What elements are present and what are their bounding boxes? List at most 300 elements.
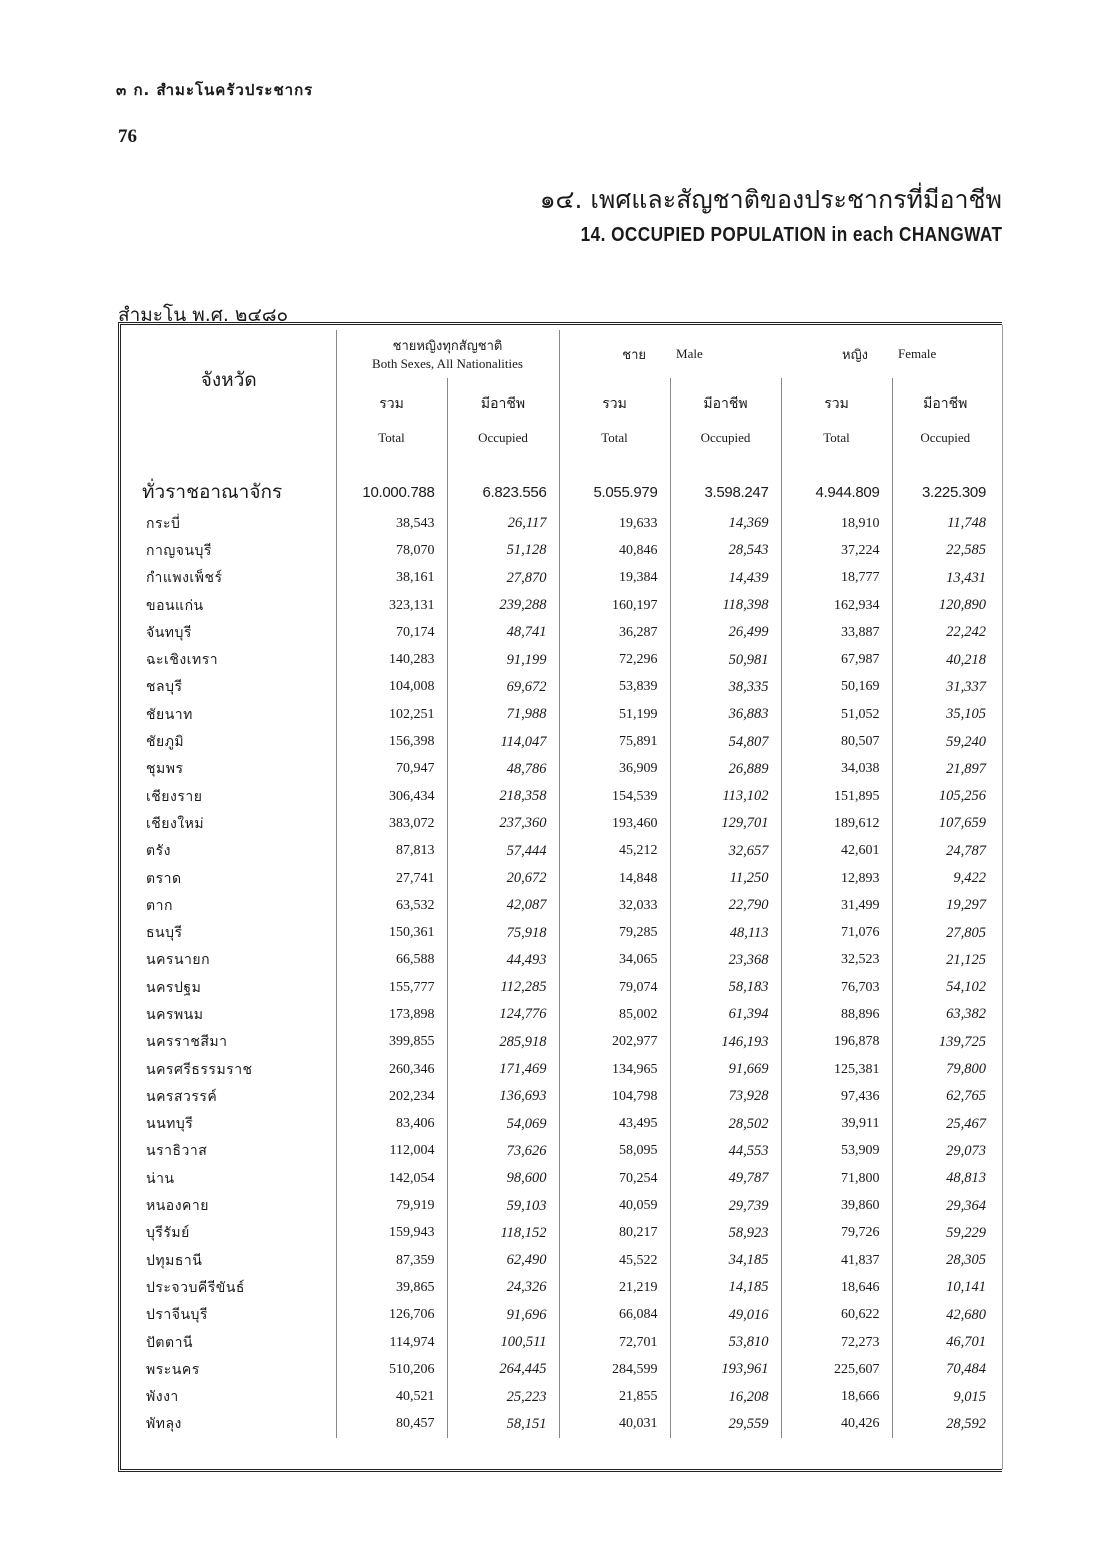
occupied-value-cell: 54,807 [670,728,781,755]
table-row [122,1329,998,1356]
occupied-value-cell: 54,102 [892,974,998,1001]
total-value-cell: 45,522 [559,1247,670,1274]
total-cell: 4.944.809 [781,474,892,510]
total-value-cell: 14,848 [559,865,670,892]
total-value-cell: 154,539 [559,783,670,810]
occupied-value-cell: 32,657 [670,838,781,865]
table-row [122,565,998,592]
total-value-cell: 21,855 [559,1384,670,1411]
occupied-value-cell: 27,870 [447,565,559,592]
province-name: ตราด [146,870,182,887]
total-value-cell: 19,633 [559,510,670,537]
table-row [122,1356,998,1383]
occupied-value-cell: 13,431 [892,565,998,592]
province-name: นราธิวาส [146,1143,208,1160]
occupied-value-cell: 59,103 [447,1192,559,1219]
occupied-value-cell: 69,672 [447,674,559,701]
total-value-cell: 87,813 [336,838,447,865]
total-value-cell: 41,837 [781,1247,892,1274]
occupied-value-cell: 264,445 [447,1356,559,1383]
occupied-value-cell: 24,326 [447,1274,559,1301]
total-value-cell: 80,507 [781,728,892,755]
occupied-value-cell: 54,069 [447,1111,559,1138]
occupied-value-cell: 29,073 [892,1138,998,1165]
occupied-value-cell: 44,493 [447,947,559,974]
occupied-value-cell: 71,988 [447,701,559,728]
total-value-cell: 162,934 [781,592,892,619]
occupied-value-cell: 58,923 [670,1220,781,1247]
total-value-cell: 383,072 [336,810,447,837]
total-value-cell: 156,398 [336,728,447,755]
total-cell: 5.055.979 [559,474,670,510]
province-name: หนองคาย [146,1198,209,1215]
table-row [122,810,998,837]
occupied-value-cell: 139,725 [892,1029,998,1056]
total-value-cell: 97,436 [781,1083,892,1110]
total-value-cell: 71,076 [781,919,892,946]
occupied-value-cell: 129,701 [670,810,781,837]
table-row [122,1302,998,1329]
total-value-cell: 399,855 [336,1029,447,1056]
occupied-value-cell: 29,364 [892,1192,998,1219]
group-header-female-thai: หญิง [842,347,869,363]
total-value-cell: 142,054 [336,1165,447,1192]
table-row [122,892,998,919]
occupied-value-cell: 70,484 [892,1356,998,1383]
occupied-value-cell: 171,469 [447,1056,559,1083]
total-value-cell: 126,706 [336,1302,447,1329]
occupied-value-cell: 25,467 [892,1111,998,1138]
group-header-male-english: Male [676,346,703,361]
occupied-value-cell: 59,240 [892,728,998,755]
total-value-cell: 40,059 [559,1192,670,1219]
province-name: บุรีรัมย์ [146,1225,190,1242]
province-name: กาญจนบุรี [146,542,212,559]
table-row [122,865,998,892]
province-name: นครสวรรค์ [146,1088,218,1105]
table-title-english: 14. OCCUPIED POPULATION in each CHANGWAT [580,224,1002,246]
total-value-cell: 75,891 [559,728,670,755]
occupied-value-cell: 29,559 [670,1411,781,1438]
occupied-value-cell: 48,786 [447,756,559,783]
total-value-cell: 196,878 [781,1029,892,1056]
table-row [122,537,998,564]
total-value-cell: 104,798 [559,1083,670,1110]
table-row [122,619,998,646]
occupied-value-cell: 34,185 [670,1247,781,1274]
table-row [122,1384,998,1411]
total-value-cell: 151,895 [781,783,892,810]
occupied-value-cell: 40,218 [892,646,998,673]
occupied-value-cell: 58,183 [670,974,781,1001]
occupied-value-cell: 120,890 [892,592,998,619]
total-value-cell: 38,161 [336,565,447,592]
total-cell: 3.225.309 [892,474,998,510]
table-row [122,1274,998,1301]
occupied-value-cell: 73,928 [670,1083,781,1110]
total-value-cell: 40,426 [781,1411,892,1438]
occupied-value-cell: 91,696 [447,1302,559,1329]
total-value-cell: 173,898 [336,1001,447,1028]
total-value-cell: 79,074 [559,974,670,1001]
occupied-value-cell: 36,883 [670,701,781,728]
total-value-cell: 51,052 [781,701,892,728]
occupied-value-cell: 51,128 [447,537,559,564]
occupied-value-cell: 91,199 [447,646,559,673]
total-value-cell: 39,865 [336,1274,447,1301]
occupied-value-cell: 31,337 [892,674,998,701]
total-value-cell: 18,777 [781,565,892,592]
occupied-value-cell: 44,553 [670,1138,781,1165]
province-name: นครปฐม [146,979,202,996]
subheader-occupied-english: Occupied [447,430,559,460]
total-value-cell: 79,285 [559,919,670,946]
subheader-occupied-english: Occupied [892,430,998,460]
province-name: ปัตตานี [146,1334,194,1351]
total-value-cell: 70,947 [336,756,447,783]
occupied-value-cell: 239,288 [447,592,559,619]
table-row [122,1247,998,1274]
subheader-total-english: Total [336,430,447,460]
province-name: นครราชสีมา [146,1034,228,1051]
total-value-cell: 193,460 [559,810,670,837]
occupied-value-cell: 26,117 [447,510,559,537]
total-value-cell: 53,909 [781,1138,892,1165]
occupied-value-cell: 14,185 [670,1274,781,1301]
total-value-cell: 306,434 [336,783,447,810]
subheader-total-thai: รวม [781,378,892,430]
occupied-value-cell: 42,087 [447,892,559,919]
total-value-cell: 189,612 [781,810,892,837]
subheader-total-english: Total [781,430,892,460]
total-value-cell: 53,839 [559,674,670,701]
province-name: ตรัง [146,843,171,860]
table-row [122,1029,998,1056]
group-header-both-thai: ชายหญิงทุกสัญชาติ [336,330,559,356]
occupied-value-cell: 124,776 [447,1001,559,1028]
total-value-cell: 21,219 [559,1274,670,1301]
occupied-value-cell: 49,016 [670,1302,781,1329]
occupied-value-cell: 22,242 [892,619,998,646]
occupied-value-cell: 22,790 [670,892,781,919]
total-value-cell: 323,131 [336,592,447,619]
province-column-header: จังหวัด [200,369,257,391]
table-row [122,974,998,1001]
total-value-cell: 70,254 [559,1165,670,1192]
table-row [122,1138,998,1165]
occupied-value-cell: 23,368 [670,947,781,974]
table-title-thai: ๑๔. เพศและสัญชาติของประชากรที่มีอาชีพ [539,185,1002,214]
total-value-cell: 202,234 [336,1083,447,1110]
province-name: ปทุมธานี [146,1252,203,1269]
occupied-value-cell: 27,805 [892,919,998,946]
occupied-value-cell: 146,193 [670,1029,781,1056]
total-value-cell: 34,038 [781,756,892,783]
occupied-value-cell: 98,600 [447,1165,559,1192]
occupied-value-cell: 42,680 [892,1302,998,1329]
total-value-cell: 38,543 [336,510,447,537]
occupied-value-cell: 21,125 [892,947,998,974]
occupied-value-cell: 28,305 [892,1247,998,1274]
province-name: นนทบุรี [146,1116,194,1133]
occupied-value-cell: 48,741 [447,619,559,646]
total-value-cell: 79,919 [336,1192,447,1219]
province-name: ฉะเชิงเทรา [146,652,219,669]
table-row [122,674,998,701]
occupied-value-cell: 11,748 [892,510,998,537]
table-row [122,728,998,755]
province-name: นครนายก [146,952,211,969]
province-name: น่าน [146,1170,175,1187]
total-value-cell: 134,965 [559,1056,670,1083]
occupied-value-cell: 100,511 [447,1329,559,1356]
table-row [122,783,998,810]
occupied-value-cell: 24,787 [892,838,998,865]
total-value-cell: 34,065 [559,947,670,974]
occupied-value-cell: 20,672 [447,865,559,892]
province-name: เชียงราย [146,788,203,805]
occupied-value-cell: 26,889 [670,756,781,783]
occupied-value-cell: 105,256 [892,783,998,810]
total-value-cell: 18,666 [781,1384,892,1411]
province-name: พัทลุง [146,1416,182,1433]
table-row [122,1056,998,1083]
total-value-cell: 88,896 [781,1001,892,1028]
occupied-value-cell: 59,229 [892,1220,998,1247]
occupied-value-cell: 14,439 [670,565,781,592]
total-value-cell: 32,523 [781,947,892,974]
table-row [122,1192,998,1219]
total-value-cell: 125,381 [781,1056,892,1083]
total-value-cell: 150,361 [336,919,447,946]
total-value-cell: 66,588 [336,947,447,974]
total-value-cell: 45,212 [559,838,670,865]
province-name: ชลบุรี [146,679,183,696]
occupied-value-cell: 9,015 [892,1384,998,1411]
table-row [122,1083,998,1110]
total-value-cell: 155,777 [336,974,447,1001]
occupied-value-cell: 46,701 [892,1329,998,1356]
total-value-cell: 104,008 [336,674,447,701]
total-cell: 6.823.556 [447,474,559,510]
total-value-cell: 19,384 [559,565,670,592]
census-year-label: สำมะโน พ.ศ. ๒๔๘๐ [118,304,289,326]
occupied-value-cell: 14,369 [670,510,781,537]
table-row [122,838,998,865]
total-value-cell: 51,199 [559,701,670,728]
province-name: นครพนม [146,1006,204,1023]
total-value-cell: 70,174 [336,619,447,646]
occupied-value-cell: 28,543 [670,537,781,564]
occupied-value-cell: 38,335 [670,674,781,701]
occupied-value-cell: 91,669 [670,1056,781,1083]
table-row [122,592,998,619]
total-value-cell: 202,977 [559,1029,670,1056]
occupied-value-cell: 28,592 [892,1411,998,1438]
occupied-value-cell: 193,961 [670,1356,781,1383]
total-value-cell: 36,287 [559,619,670,646]
province-name: ธนบุรี [146,925,183,942]
total-value-cell: 67,987 [781,646,892,673]
occupied-value-cell: 50,981 [670,646,781,673]
occupied-value-cell: 114,047 [447,728,559,755]
occupied-value-cell: 49,787 [670,1165,781,1192]
total-value-cell: 114,974 [336,1329,447,1356]
occupied-value-cell: 118,398 [670,592,781,619]
occupied-value-cell: 9,422 [892,865,998,892]
total-value-cell: 72,273 [781,1329,892,1356]
table-row [122,646,998,673]
total-value-cell: 40,031 [559,1411,670,1438]
total-value-cell: 72,701 [559,1329,670,1356]
total-value-cell: 58,095 [559,1138,670,1165]
occupied-value-cell: 29,739 [670,1192,781,1219]
total-value-cell: 284,599 [559,1356,670,1383]
subheader-total-english: Total [559,430,670,460]
occupied-value-cell: 112,285 [447,974,559,1001]
total-value-cell: 37,224 [781,537,892,564]
province-name: ขอนแก่น [146,597,204,614]
total-value-cell: 80,457 [336,1411,447,1438]
population-table [122,330,998,1438]
subheader-occupied-thai: มีอาชีพ [892,378,998,430]
occupied-value-cell: 107,659 [892,810,998,837]
occupied-value-cell: 57,444 [447,838,559,865]
group-header-female-english: Female [898,346,937,361]
occupied-value-cell: 218,358 [447,783,559,810]
total-value-cell: 43,495 [559,1111,670,1138]
group-header-both-english: Both Sexes, All Nationalities [336,356,559,378]
total-value-cell: 40,846 [559,537,670,564]
occupied-value-cell: 62,765 [892,1083,998,1110]
total-value-cell: 510,206 [336,1356,447,1383]
province-name: ชัยนาท [146,706,193,723]
page-number: 76 [118,126,137,147]
occupied-value-cell: 48,813 [892,1165,998,1192]
total-value-cell: 159,943 [336,1220,447,1247]
total-value-cell: 225,607 [781,1356,892,1383]
province-name: ปราจีนบุรี [146,1307,208,1324]
subheader-total-thai: รวม [559,378,670,430]
occupied-value-cell: 136,693 [447,1083,559,1110]
table-row [122,1001,998,1028]
occupied-value-cell: 11,250 [670,865,781,892]
occupied-value-cell: 75,918 [447,919,559,946]
subheader-occupied-english: Occupied [670,430,781,460]
total-value-cell: 76,703 [781,974,892,1001]
table-row [122,1111,998,1138]
province-name: กระบี่ [146,515,181,532]
table-row [122,510,998,537]
total-value-cell: 112,004 [336,1138,447,1165]
province-name: พังงา [146,1389,179,1406]
province-name: จันทบุรี [146,624,192,641]
table-row [122,1165,998,1192]
section-header: ๓ ก. สำมะโนครัวประชากร [116,81,314,99]
total-value-cell: 40,521 [336,1384,447,1411]
province-name: ตาก [146,897,173,914]
total-value-cell: 39,911 [781,1111,892,1138]
total-value-cell: 260,346 [336,1056,447,1083]
total-value-cell: 32,033 [559,892,670,919]
occupied-value-cell: 19,297 [892,892,998,919]
occupied-value-cell: 35,105 [892,701,998,728]
table-row [122,756,998,783]
total-value-cell: 18,646 [781,1274,892,1301]
occupied-value-cell: 61,394 [670,1001,781,1028]
province-name: ประจวบคีรีขันธ์ [146,1279,245,1296]
occupied-value-cell: 16,208 [670,1384,781,1411]
total-value-cell: 72,296 [559,646,670,673]
occupied-value-cell: 21,897 [892,756,998,783]
occupied-value-cell: 26,499 [670,619,781,646]
province-name: ชุมพร [146,761,184,778]
total-value-cell: 42,601 [781,838,892,865]
table-row [122,701,998,728]
occupied-value-cell: 113,102 [670,783,781,810]
subheader-total-thai: รวม [336,378,447,430]
total-value-cell: 160,197 [559,592,670,619]
province-name: กำแพงเพ็ชร์ [146,570,223,587]
group-header-male-thai: ชาย [559,330,670,378]
occupied-value-cell: 73,626 [447,1138,559,1165]
total-cell: 3.598.247 [670,474,781,510]
total-value-cell: 83,406 [336,1111,447,1138]
total-value-cell: 39,860 [781,1192,892,1219]
total-value-cell: 87,359 [336,1247,447,1274]
table-row [122,919,998,946]
occupied-value-cell: 237,360 [447,810,559,837]
total-value-cell: 79,726 [781,1220,892,1247]
occupied-value-cell: 63,382 [892,1001,998,1028]
total-cell: 10.000.788 [336,474,447,510]
total-value-cell: 85,002 [559,1001,670,1028]
table-row [122,1220,998,1247]
total-value-cell: 80,217 [559,1220,670,1247]
occupied-value-cell: 10,141 [892,1274,998,1301]
total-value-cell: 71,800 [781,1165,892,1192]
total-row [122,474,998,510]
total-value-cell: 63,532 [336,892,447,919]
occupied-value-cell: 58,151 [447,1411,559,1438]
total-value-cell: 50,169 [781,674,892,701]
occupied-value-cell: 62,490 [447,1247,559,1274]
subheader-occupied-thai: มีอาชีพ [670,378,781,430]
occupied-value-cell: 22,585 [892,537,998,564]
table-row [122,947,998,974]
total-value-cell: 102,251 [336,701,447,728]
total-value-cell: 27,741 [336,865,447,892]
occupied-value-cell: 53,810 [670,1329,781,1356]
total-value-cell: 18,910 [781,510,892,537]
total-value-cell: 36,909 [559,756,670,783]
table-row [122,1411,998,1438]
total-value-cell: 12,893 [781,865,892,892]
occupied-value-cell: 28,502 [670,1111,781,1138]
province-name: พระนคร [146,1361,200,1378]
occupied-value-cell: 25,223 [447,1384,559,1411]
total-value-cell: 31,499 [781,892,892,919]
total-value-cell: 140,283 [336,646,447,673]
total-value-cell: 78,070 [336,537,447,564]
occupied-value-cell: 79,800 [892,1056,998,1083]
subheader-occupied-thai: มีอาชีพ [447,378,559,430]
province-name: ชัยภูมิ [146,734,185,751]
total-value-cell: 33,887 [781,619,892,646]
total-row-label: ทั่วราชอาณาจักร [142,481,283,503]
total-value-cell: 66,084 [559,1302,670,1329]
province-name: นครศรีธรรมราช [146,1061,253,1078]
